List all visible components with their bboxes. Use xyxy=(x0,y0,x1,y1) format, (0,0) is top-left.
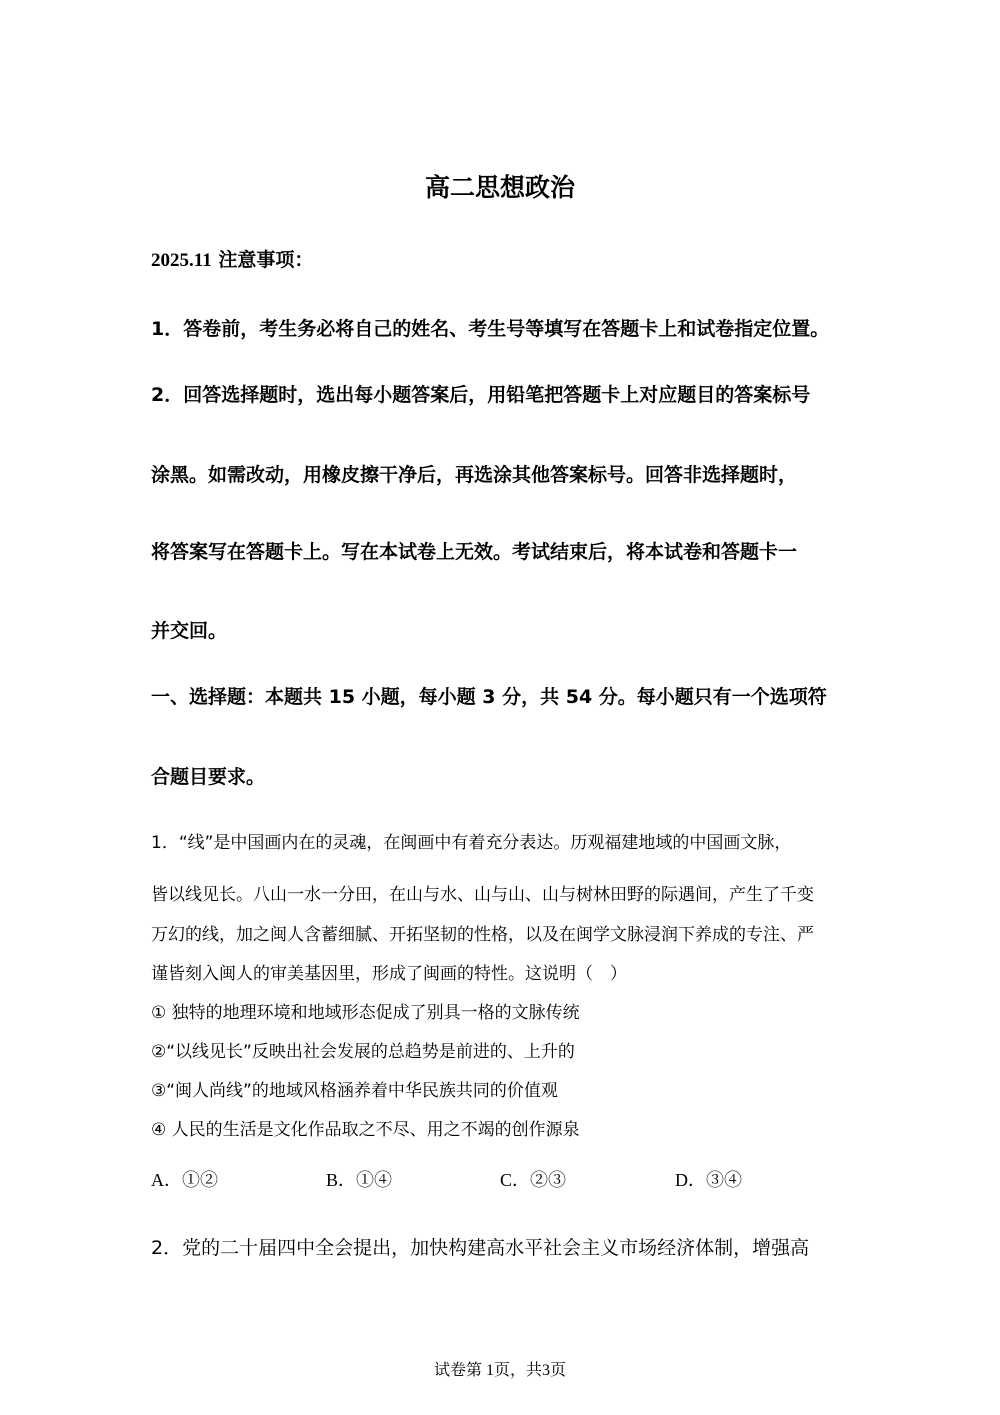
answer-option-c: C．②③ xyxy=(500,1170,567,1190)
question-stem-line: 谨皆刻入闽人的审美基因里，形成了闽画的特性。这说明（ ） xyxy=(151,964,627,984)
answer-option-b: B．①④ xyxy=(326,1170,393,1190)
question-stem-line: 2．党的二十届四中全会提出，加快构建高水平社会主义市场经济体制，增强高 xyxy=(151,1237,810,1259)
section-heading: 一、选择题：本题共 15 小题，每小题 3 分，共 54 分。每小题只有一个选项符 xyxy=(151,686,827,708)
page-footer: 试卷第 1页，共3页 xyxy=(433,1362,566,1379)
notice-line: 1．答卷前，考生务必将自己的姓名、考生号等填写在答题卡上和试卷指定位置。 xyxy=(151,318,830,340)
question-statement: ④ 人民的生活是文化作品取之不尽、用之不竭的创作源泉 xyxy=(151,1120,580,1140)
notice-line: 涂黑。如需改动，用橡皮擦干净后，再选涂其他答案标号。回答非选择题时， xyxy=(151,464,798,486)
notice-line: 将答案写在答题卡上。写在本试卷上无效。考试结束后，将本试卷和答题卡一 xyxy=(151,541,798,563)
question-stem-line: 皆以线见长。八山一水一分田，在山与水、山与山、山与树林田野的际遇间，产生了千变 xyxy=(151,885,814,905)
notice-line: 2．回答选择题时，选出每小题答案后，用铅笔把答题卡上对应题目的答案标号 xyxy=(151,384,811,406)
answer-option-a: A．①② xyxy=(151,1170,218,1190)
notice-heading xyxy=(151,245,313,272)
page-title: 高二思想政治 xyxy=(424,173,575,202)
section-heading: 合题目要求。 xyxy=(151,766,266,788)
question-stem-line: 1．“线”是中国画内在的灵魂，在闽画中有着充分表达。历观福建地域的中国画文脉， xyxy=(151,833,792,853)
notice-line: 并交回。 xyxy=(151,620,228,642)
question-statement: ① 独特的地理环境和地域形态促成了别具一格的文脉传统 xyxy=(151,1003,580,1023)
question-statement: ②“以线见长”反映出社会发展的总趋势是前进的、上升的 xyxy=(151,1042,575,1062)
notice-heading-label: 注意事项： xyxy=(218,249,314,271)
answer-option-d: D．③④ xyxy=(675,1170,742,1190)
question-stem-line: 万幻的线，加之闽人含蓄细腻、开拓坚韧的性格，以及在闽学文脉浸润下养成的专注、严 xyxy=(151,925,814,945)
question-statement: ③“闽人尚线”的地域风格涵养着中华民族共同的价值观 xyxy=(151,1081,558,1101)
exam-date: 2025.11 xyxy=(151,250,212,271)
